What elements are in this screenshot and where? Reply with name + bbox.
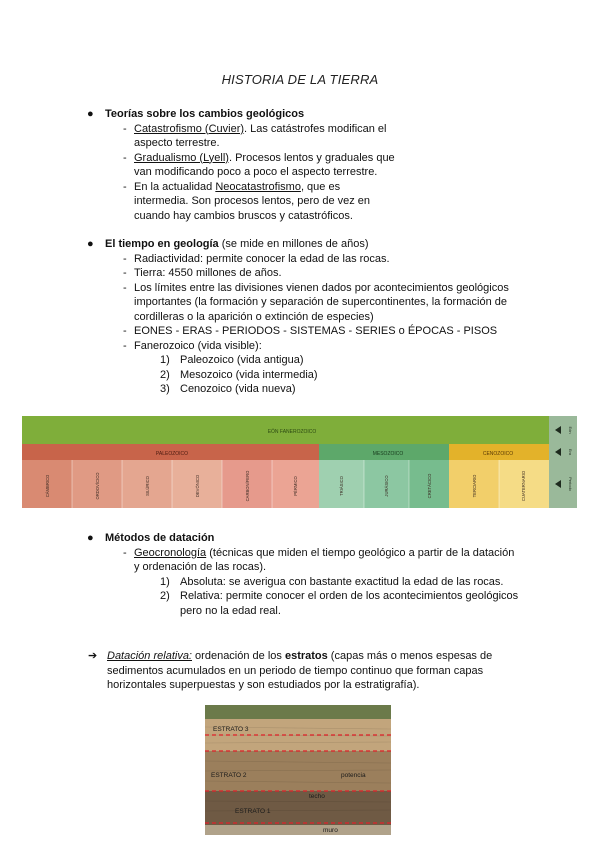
term-link: Datación relativa: xyxy=(107,650,192,662)
photo-label: techo xyxy=(309,793,325,800)
list-item: - Los límites entre las divisiones vienen dados por acontecimientos geológicos importantes (la formación y separación de supercontinentes, la formación de cordilleras o la aparición o extinción de especies) xyxy=(123,281,509,323)
item-text: horizontales superpuestas y son estudiados por la estratigrafía). xyxy=(107,679,420,691)
list-item: - Fanerozoico (vida visible): xyxy=(123,339,262,352)
section-heading: El tiempo en geología xyxy=(105,238,219,250)
item-text: Radiactividad: permite conocer la edad de las rocas. xyxy=(134,252,390,265)
item-text: Fanerozoico (vida visible): xyxy=(134,339,262,352)
side-label: Periodo xyxy=(568,477,573,491)
section-theories xyxy=(87,107,450,223)
numbered-item: 2) Mesozoico (vida intermedia) xyxy=(160,368,318,381)
item-text: Mesozoico (vida intermedia) xyxy=(180,368,318,381)
geologic-timeline-image xyxy=(22,416,577,508)
bold-term: estratos xyxy=(284,650,328,662)
period-label: DEVÓNICO xyxy=(195,474,200,498)
side-label: Eón xyxy=(568,426,573,434)
numbered-item: 2) Relativa: permite conocer el orden de los acontecimientos geológicos pero no la edad real. xyxy=(160,590,519,617)
period-label: TRIÁSICO xyxy=(339,476,344,496)
section-heading: Teorías sobre los cambios geológicos xyxy=(105,108,305,120)
item-text: sedimentos acumulados en un periodo de tiempo continuo que forman capas xyxy=(107,664,484,677)
period-label: TERCIARIO xyxy=(472,474,477,498)
photo-label: ESTRATO 2 xyxy=(211,772,247,779)
era-label: PALEOZOICO xyxy=(155,451,189,457)
item-text: van modificando poco a poco el aspecto terrestre. xyxy=(134,166,378,178)
section-geologic-time xyxy=(87,237,530,397)
item-text: EONES - ERAS - PERIODOS - SISTEMAS - SERIES o ÉPOCAS - PISOS xyxy=(134,325,498,337)
heading-suffix: (se mide en millones de años) xyxy=(218,238,369,250)
numbered-item: 1) Absoluta: se averigua con bastante exactitud la edad de las rocas. xyxy=(160,575,504,588)
item-text: . Procesos lentos y graduales que xyxy=(228,151,395,164)
item-text: Relativa: permite conocer el orden de los acontecimientos geológicos xyxy=(180,590,519,602)
item-text: intermedia. Son procesos lentos, pero de vez en xyxy=(134,195,371,207)
period-label: CUATERNARIO xyxy=(521,470,526,502)
photo-label: muro xyxy=(323,827,338,834)
period-label: JURÁSICO xyxy=(384,475,389,497)
section-dating-methods xyxy=(87,531,530,618)
period-label: ORDOVÍCICO xyxy=(95,472,100,500)
item-text: En la actualidad xyxy=(134,180,216,193)
eon-label: EÓN FANEROZOICO xyxy=(267,429,317,435)
list-item: - Catastrofismo (Cuvier). Las catástrofes modifican el aspecto terrestre. xyxy=(123,122,387,149)
list-item: - En la actualidad Neocatastrofismo, que es intermedia. Son procesos lentos, pero de vez en cuando hay cambios bruscos y catastróficos. xyxy=(123,180,371,222)
item-text: Cenozoico (vida nueva) xyxy=(180,383,296,395)
term-link: Gradualismo (Lyell) xyxy=(134,151,229,164)
arrow-right-icon: ➔ xyxy=(88,650,98,662)
list-item: - Radiactividad: permite conocer la edad de las rocas. xyxy=(123,252,390,265)
vegetation-top xyxy=(205,705,391,719)
list-item: - Tierra: 4550 millones de años. xyxy=(123,267,282,279)
section-heading: Métodos de datación xyxy=(105,532,215,544)
era-label: MESOZOICO xyxy=(372,451,404,457)
strata-photo xyxy=(205,705,391,835)
item-text: Los límites entre las divisiones vienen dados por acontecimientos geológicos xyxy=(134,281,509,294)
bullet: ● xyxy=(87,532,94,544)
period-label: CARBONÍFERO xyxy=(245,470,250,502)
era-label: CENOZOICO xyxy=(482,451,514,457)
item-text: aspecto terrestre. xyxy=(134,137,220,149)
item-text: (capas más o menos espesas de xyxy=(327,650,493,662)
relative-dating-paragraph xyxy=(88,649,528,693)
bullet: ● xyxy=(87,108,94,120)
list-item: - Gradualismo (Lyell). Procesos lentos y graduales que van modificando poco a poco el aspecto terrestre. xyxy=(123,151,395,178)
item-text: (técnicas que miden el tiempo geológico a partir de la datación xyxy=(206,546,515,559)
term-link: Neocatastrofismo xyxy=(215,180,301,193)
numbered-item: 1) Paleozoico (vida antigua) xyxy=(160,354,304,366)
item-text: Tierra: 4550 millones de años. xyxy=(134,267,282,279)
item-text: pero no la edad real. xyxy=(180,604,281,617)
term-link: Catastrofismo (Cuvier) xyxy=(134,122,245,135)
item-text: , que es xyxy=(300,180,341,193)
item-text: cordilleras o la aparición o extinción de especies) xyxy=(134,310,374,323)
term-link: Geocronología xyxy=(134,546,207,559)
period-label: CRETÁCICO xyxy=(427,473,432,499)
period-label: CÁMBRICO xyxy=(45,474,50,498)
numbered-item: 3) Cenozoico (vida nueva) xyxy=(160,383,296,395)
photo-label: ESTRATO 3 xyxy=(213,726,249,733)
item-text: y ordenación de las rocas). xyxy=(134,561,267,573)
list-item: - EONES - ERAS - PERIODOS - SISTEMAS - SERIES o ÉPOCAS - PISOS xyxy=(123,325,498,337)
item-text: Absoluta: se averigua con bastante exactitud la edad de las rocas. xyxy=(180,575,504,588)
photo-label: ESTRATO 1 xyxy=(235,808,271,815)
item-text: cuando hay cambios bruscos y catastróficos. xyxy=(134,209,353,222)
stratum-1 xyxy=(205,791,391,825)
side-label: Era xyxy=(568,448,573,456)
bullet: ● xyxy=(87,238,94,250)
list-item: - Geocronología (técnicas que miden el tiempo geológico a partir de la datación y ordenación de las rocas). xyxy=(123,546,515,573)
period-label: SILÚRICO xyxy=(145,476,150,496)
page-title: HISTORIA DE LA TIERRA xyxy=(221,72,379,87)
item-text: Paleozoico (vida antigua) xyxy=(180,354,304,366)
item-text: . Las catástrofes modifican el xyxy=(244,122,387,135)
item-text: importantes (la formación y separación de supercontinentes, la formación de xyxy=(134,296,507,308)
photo-label: potencia xyxy=(341,772,366,779)
period-label: PÉRMICO xyxy=(293,476,298,496)
item-text: ordenación de los xyxy=(192,650,285,662)
